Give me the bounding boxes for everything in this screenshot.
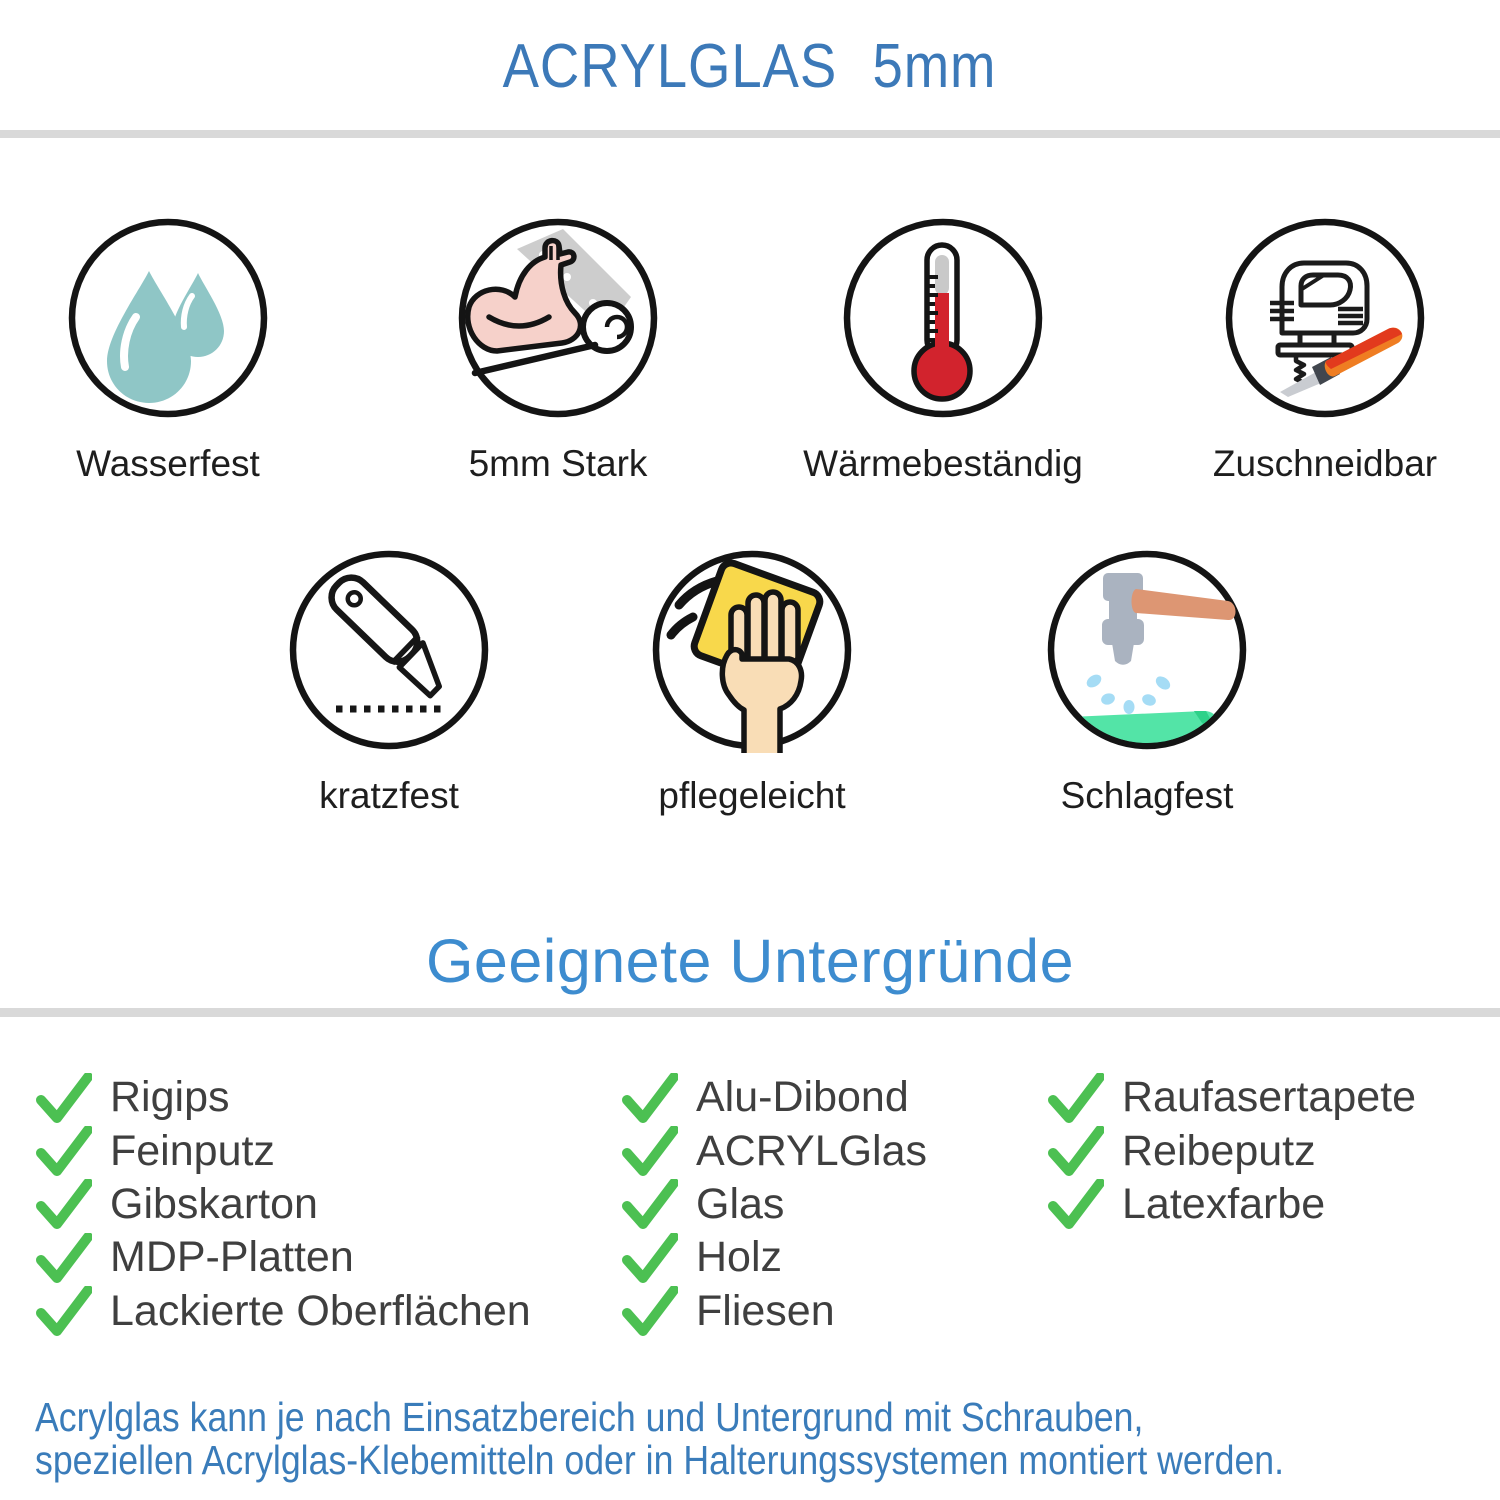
list-item — [622, 1231, 927, 1284]
list-item — [622, 1178, 927, 1231]
feature-zuschneidbar — [1155, 215, 1495, 486]
substrate-column-2 — [622, 1071, 927, 1338]
section-title: Geeignete Untergründe — [425, 927, 1075, 995]
list-item-label: Holz — [696, 1233, 783, 1282]
list-item-label: Rigips — [110, 1073, 230, 1122]
checkmark-icon — [622, 1073, 678, 1123]
jigsaw-icon — [1222, 215, 1428, 421]
checkmark-icon — [36, 1126, 92, 1176]
checkmark-icon — [1048, 1179, 1104, 1229]
page-title-text: ACRYLGLAS 5mm — [503, 32, 997, 101]
divider-bar-top — [0, 130, 1500, 138]
checkmark-icon — [1048, 1126, 1104, 1176]
feature-label: Schlagfest — [1060, 775, 1234, 816]
feature-label: Wasserfest — [76, 443, 260, 484]
list-item-label: ACRYLGlas — [696, 1126, 928, 1175]
utility-knife-icon — [286, 547, 492, 753]
wiping-hand-icon — [649, 547, 855, 753]
water-drops-icon — [65, 215, 271, 421]
feature-waermebestaendig — [773, 215, 1113, 486]
checkmark-icon — [36, 1073, 92, 1123]
feature-label: Zuschneidbar — [1212, 443, 1438, 484]
list-item — [36, 1071, 531, 1124]
feature-wasserfest — [0, 215, 338, 486]
flexed-arm-icon — [455, 215, 661, 421]
list-item-label: Raufasertapete — [1122, 1073, 1417, 1122]
feature-label: 5mm Stark — [468, 443, 648, 484]
thermometer-icon — [840, 215, 1046, 421]
list-item — [1048, 1124, 1416, 1177]
list-item-label: Glas — [696, 1179, 785, 1228]
list-item-label: Fliesen — [696, 1286, 835, 1335]
divider-bar-middle — [0, 1008, 1500, 1017]
checkmark-icon — [622, 1126, 678, 1176]
feature-5mm-stark — [388, 215, 728, 486]
list-item — [622, 1124, 927, 1177]
list-item — [36, 1285, 531, 1338]
footer-note — [35, 1396, 1500, 1482]
list-item — [36, 1178, 531, 1231]
footer-line-2: speziellen Acrylglas-Klebemitteln oder in Halterungssystemen montiert werden. — [35, 1437, 1285, 1483]
feature-schlagfest — [977, 547, 1317, 818]
feature-label: pflegeleicht — [658, 775, 846, 816]
list-item-label: Gibskarton — [110, 1179, 318, 1228]
checkmark-icon — [36, 1179, 92, 1229]
list-item — [36, 1124, 531, 1177]
list-item — [622, 1285, 927, 1338]
checkmark-icon — [622, 1286, 678, 1336]
footer-line-1: Acrylglas kann je nach Einsatzbereich und Untergrund mit Schrauben, — [35, 1394, 1144, 1440]
list-item-label: Lackierte Oberflächen — [110, 1286, 531, 1335]
page-title — [0, 34, 1500, 100]
list-item — [622, 1071, 927, 1124]
substrate-column-1 — [36, 1071, 531, 1338]
hammer-icon — [1044, 547, 1250, 753]
substrate-column-3 — [1048, 1071, 1416, 1231]
checkmark-icon — [1048, 1073, 1104, 1123]
feature-label: kratzfest — [319, 775, 459, 816]
feature-pflegeleicht — [582, 547, 922, 818]
list-item-label: MDP-Platten — [110, 1233, 354, 1282]
list-item-label: Reibeputz — [1122, 1126, 1316, 1175]
checkmark-icon — [36, 1233, 92, 1283]
feature-label: Wärmebeständig — [803, 443, 1083, 484]
list-item-label: Latexfarbe — [1122, 1179, 1326, 1228]
list-item-label: Alu-Dibond — [696, 1073, 909, 1122]
list-item-label: Feinputz — [110, 1126, 275, 1175]
list-item — [1048, 1178, 1416, 1231]
checkmark-icon — [36, 1286, 92, 1336]
list-item — [1048, 1071, 1416, 1124]
checkmark-icon — [622, 1233, 678, 1283]
list-item — [36, 1231, 531, 1284]
feature-kratzfest — [219, 547, 559, 818]
checkmark-icon — [622, 1179, 678, 1229]
